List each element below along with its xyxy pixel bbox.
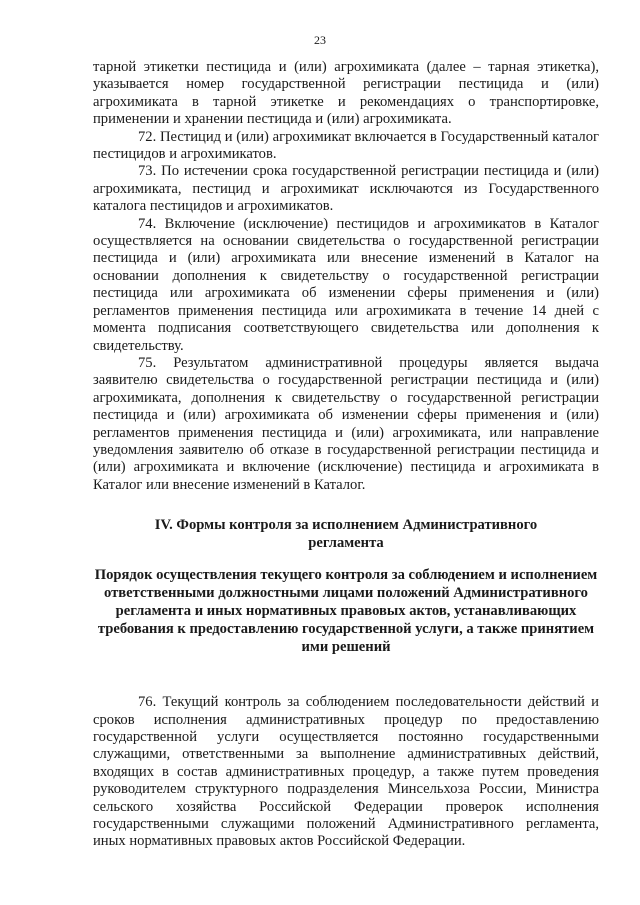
page-number: 23 [314, 33, 326, 47]
document-body [93, 59, 599, 851]
paragraph-75: 75. Результатом административной процедуры является выдача заявителю свидетельства о государственной регистрации пестицида и (или) агрохимиката, дополнения к свидетельству о государственной регистрации пестицида и (или) агрохимиката об изменении сферы применения и (или) регламентов применения пестицида и (или) агрохимиката, или направление уведомления заявителю об отказе в государственной регистрации пестицида и (или) агрохимиката и включение (исключение) пестицида и агрохимиката в Каталог или внесение изменений в Каталог. [93, 354, 599, 493]
spacer [93, 656, 599, 694]
paragraph-73: 73. По истечении срока государственной регистрации пестицида и (или) агрохимиката, пестицид и агрохимикат исключаются из Государственного каталога пестицидов и агрохимикатов. [93, 163, 599, 215]
paragraph-72: 72. Пестицид и (или) агрохимикат включается в Государственный каталог пестицидов и агрохимикатов. [93, 128, 599, 163]
subsection-title: Порядок осуществления текущего контроля за соблюдением и исполнением ответственными должностными лицами положений Административного регламента и иных нормативных правовых актов, устанавливающих требования к предоставлению государственной услуги, а также принятием ими решений [94, 567, 598, 656]
paragraph-76: 76. Текущий контроль за соблюдением последовательности действий и сроков исполнения административных процедур по предоставлению государственной услуги осуществляется постоянно государственными служащими, ответственными за выполнение административных действий, входящих в состав административных процедур, а также путем проведения руководителем структурного подразделения Минсельхоза России, Министра сельского хозяйства Российской Федерации проверок исполнения государственными служащими положений Административного регламента, иных нормативных правовых актов Российской Федерации. [93, 694, 599, 850]
paragraph-74: 74. Включение (исключение) пестицидов и агрохимикатов в Каталог осуществляется на основании свидетельства о государственной регистрации пестицида и (или) агрохимиката или внесение изменений в Каталог на основании дополнения к свидетельству о государственной регистрации пестицида или агрохимиката об изменении сферы применения и (или) регламентов применения пестицида или агрохимиката в течение 14 дней с момента подписания соответствующего свидетельства или дополнения к свидетельству. [93, 215, 599, 354]
paragraph-continuation: тарной этикетки пестицида и (или) агрохимиката (далее – тарная этикетка), указывается номер государственной регистрации пестицида и (или) агрохимиката в тарной этикетке и рекомендациях о транспортировке, применении и хранении пестицида и (или) агрохимиката. [93, 59, 599, 128]
section-title: IV. Формы контроля за исполнением Административного регламента [154, 517, 538, 552]
